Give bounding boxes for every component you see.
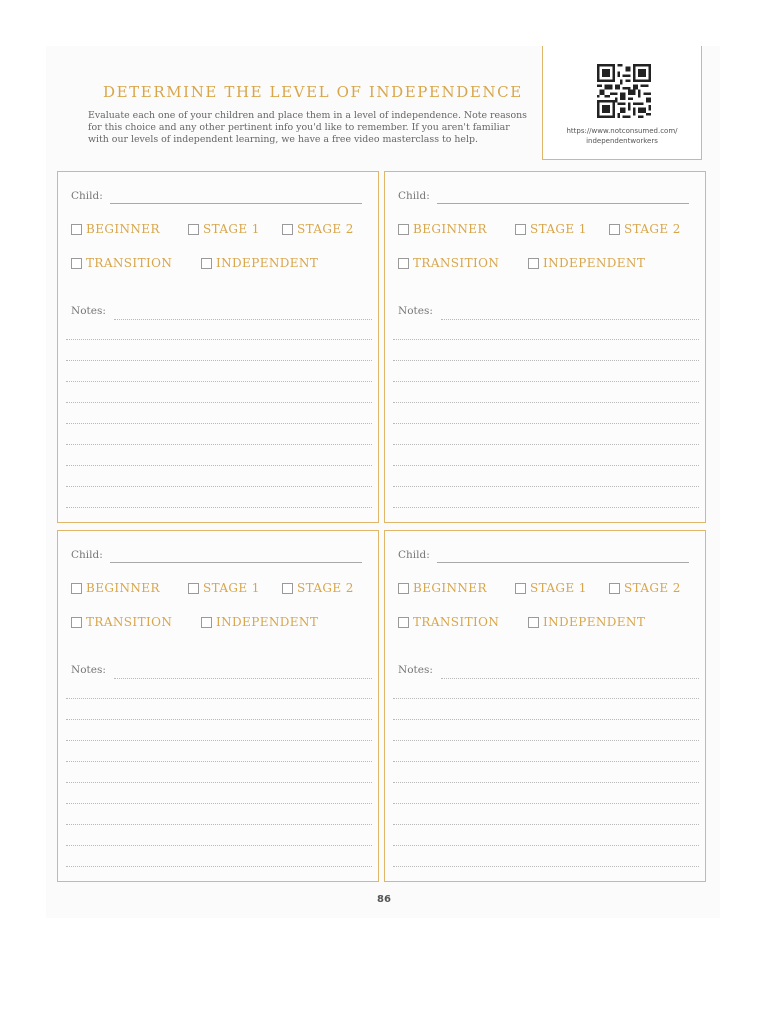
notes-rule [66, 761, 372, 762]
notes-rule [66, 824, 372, 825]
option-label: TRANSITION [86, 615, 173, 629]
child-card [384, 171, 706, 523]
qr-url-line: https://www.notconsumed.com/ [566, 127, 678, 135]
notes-rule [66, 507, 372, 508]
child-name-field[interactable] [110, 562, 362, 563]
child-name-field[interactable] [437, 562, 689, 563]
checkbox[interactable] [609, 583, 620, 594]
notes-rule [393, 719, 699, 720]
option-label: BEGINNER [86, 581, 160, 595]
child-card [57, 530, 379, 882]
notes-rule [66, 465, 372, 466]
notes-rule [66, 866, 372, 867]
option-label: BEGINNER [86, 222, 160, 236]
transition-option[interactable] [398, 615, 499, 629]
option-label: STAGE 2 [624, 581, 681, 595]
notes-rule [393, 761, 699, 762]
notes-rule [66, 803, 372, 804]
stage2-option[interactable] [609, 581, 681, 595]
notes-rule [66, 360, 372, 361]
option-label: INDEPENDENT [216, 256, 319, 270]
intro-line: with our levels of independent learning, we have a free video masterclass to help. [88, 134, 478, 145]
notes-rule [66, 444, 372, 445]
stage2-option[interactable] [282, 222, 354, 236]
option-label: INDEPENDENT [543, 615, 646, 629]
checkbox[interactable] [71, 583, 82, 594]
notes-rule [393, 507, 699, 508]
option-label: STAGE 1 [530, 222, 587, 236]
option-label: BEGINNER [413, 581, 487, 595]
independent-option[interactable] [201, 615, 318, 629]
intro-line: for this choice and any other pertinent info you'd like to remember. If you aren't familiar [88, 122, 510, 133]
notes-rule [441, 319, 699, 320]
stage1-option[interactable] [188, 581, 260, 595]
option-label: INDEPENDENT [543, 256, 646, 270]
checkbox[interactable] [515, 583, 526, 594]
notes-rule [393, 845, 699, 846]
checkbox[interactable] [71, 224, 82, 235]
child-card [384, 530, 706, 882]
checkbox[interactable] [609, 224, 620, 235]
independent-option[interactable] [201, 256, 318, 270]
checkbox[interactable] [528, 617, 539, 628]
checkbox[interactable] [188, 224, 199, 235]
notes-rule [393, 381, 699, 382]
notes-rule [393, 824, 699, 825]
notes-rule [114, 678, 372, 679]
transition-option[interactable] [71, 256, 172, 270]
transition-option[interactable] [398, 256, 499, 270]
beginner-option[interactable] [71, 581, 160, 595]
notes-rule [393, 402, 699, 403]
notes-rule [393, 866, 699, 867]
beginner-option[interactable] [71, 222, 160, 236]
stage1-option[interactable] [515, 581, 587, 595]
child-card [57, 171, 379, 523]
qr-code-icon [593, 64, 655, 118]
child-name-field[interactable] [437, 203, 689, 204]
notes-rule [393, 339, 699, 340]
notes-rule [66, 402, 372, 403]
notes-label: Notes: [398, 664, 433, 676]
qr-url [543, 126, 701, 146]
notes-rule [393, 740, 699, 741]
notes-rule [393, 360, 699, 361]
option-label: TRANSITION [413, 256, 500, 270]
checkbox[interactable] [515, 224, 526, 235]
option-label: TRANSITION [86, 256, 173, 270]
notes-rule [66, 339, 372, 340]
checkbox[interactable] [282, 224, 293, 235]
independent-option[interactable] [528, 256, 645, 270]
notes-rule [441, 678, 699, 679]
option-label: STAGE 2 [297, 581, 354, 595]
intro-line: Evaluate each one of your children and place them in a level of independence. Note reasons [88, 110, 527, 121]
option-label: TRANSITION [413, 615, 500, 629]
notes-rule [66, 381, 372, 382]
notes-rule [66, 698, 372, 699]
independent-option[interactable] [528, 615, 645, 629]
notes-rule [66, 740, 372, 741]
child-label: Child: [71, 190, 103, 202]
notes-rule [393, 698, 699, 699]
notes-rule [393, 486, 699, 487]
checkbox[interactable] [398, 617, 409, 628]
notes-label: Notes: [71, 664, 106, 676]
checkbox[interactable] [398, 224, 409, 235]
checkbox[interactable] [201, 258, 212, 269]
notes-label: Notes: [398, 305, 433, 317]
child-name-field[interactable] [110, 203, 362, 204]
notes-rule [66, 423, 372, 424]
notes-rule [393, 444, 699, 445]
checkbox[interactable] [398, 583, 409, 594]
qr-url-line: independentworkers [586, 137, 658, 145]
stage1-option[interactable] [515, 222, 587, 236]
option-label: STAGE 1 [203, 581, 260, 595]
checkbox[interactable] [282, 583, 293, 594]
notes-rule [66, 845, 372, 846]
notes-label: Notes: [71, 305, 106, 317]
option-label: STAGE 2 [624, 222, 681, 236]
option-label: BEGINNER [413, 222, 487, 236]
beginner-option[interactable] [398, 222, 487, 236]
child-label: Child: [398, 190, 430, 202]
checkbox[interactable] [398, 258, 409, 269]
notes-rule [393, 782, 699, 783]
checkbox[interactable] [71, 617, 82, 628]
page-title: DETERMINE THE LEVEL OF INDEPENDENCE [103, 83, 523, 101]
notes-rule [393, 423, 699, 424]
stage2-option[interactable] [609, 222, 681, 236]
transition-option[interactable] [71, 615, 172, 629]
notes-rule [66, 782, 372, 783]
beginner-option[interactable] [398, 581, 487, 595]
page-number: 86 [377, 894, 391, 905]
notes-rule [393, 465, 699, 466]
notes-rule [114, 319, 372, 320]
notes-rule [66, 719, 372, 720]
option-label: STAGE 1 [203, 222, 260, 236]
checkbox[interactable] [528, 258, 539, 269]
checkbox[interactable] [71, 258, 82, 269]
qr-code-box [542, 46, 702, 160]
stage2-option[interactable] [282, 581, 354, 595]
checkbox[interactable] [188, 583, 199, 594]
child-label: Child: [71, 549, 103, 561]
option-label: STAGE 2 [297, 222, 354, 236]
stage1-option[interactable] [188, 222, 260, 236]
notes-rule [66, 486, 372, 487]
intro-paragraph [88, 110, 538, 146]
option-label: INDEPENDENT [216, 615, 319, 629]
notes-rule [393, 803, 699, 804]
option-label: STAGE 1 [530, 581, 587, 595]
checkbox[interactable] [201, 617, 212, 628]
child-label: Child: [398, 549, 430, 561]
